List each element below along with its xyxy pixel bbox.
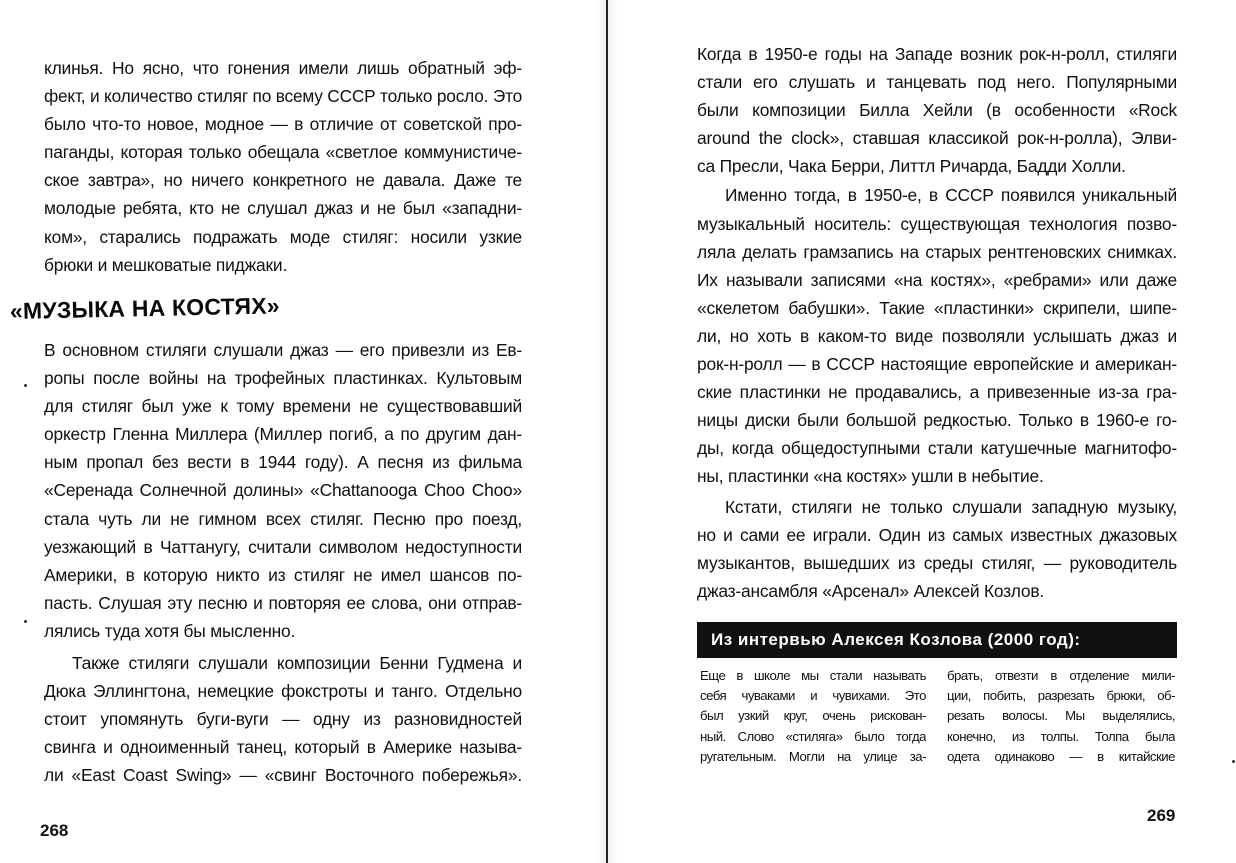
text-line: оркестр Гленна Миллера (Миллер погиб, а по другим дан- <box>44 424 522 445</box>
text-line: ли, но хоть в каком-то виде позволяли услышать джаз и <box>697 325 1177 346</box>
text-line: ляла делать грамзапись на старых рентгеновских снимках. <box>697 241 1177 262</box>
text-line: рок-н-ролл — в СССР настоящие европейские и американ- <box>697 354 1177 375</box>
text-line: фект, и количество стиляг по всему СССР только росло. Это <box>44 86 523 107</box>
book-gutter <box>606 0 608 863</box>
scan-speck <box>24 620 27 623</box>
text-line: паганды, которая только обещала «светлое коммунистиче- <box>44 142 522 163</box>
text-line: джаз-ансамбля «Арсенал» Алексей Козлов. <box>697 580 1045 601</box>
left-page-intro <box>44 54 522 279</box>
text-line: было что-то новое, модное — в отличие от советской про- <box>44 114 522 135</box>
text-line: са Пресли, Чака Берри, Литтл Ричарда, Бадди Холли. <box>697 156 1126 177</box>
text-line: для стиляг был уже к тому времени не существовавший <box>44 396 522 417</box>
interview-line: Еще в школе мы стали называть <box>700 668 926 683</box>
interview-line: ругательным. Могли на улице за- <box>700 748 926 764</box>
text-line: Также стиляги слушали композиции Бенни Гудмена и <box>72 653 522 674</box>
text-line: свинга и одноименный танец, который в Америке называ- <box>44 737 522 758</box>
text-line: стали его слушать и танцевать под него. Популярными <box>697 72 1177 93</box>
text-line: around the clock», ставшая классикой рок-н-ролла), Элви- <box>697 128 1177 149</box>
text-line: пасть. Слушая эту песню и повторяя ее слова, они отправ- <box>44 592 522 613</box>
text-line: ды, когда общедоступными стали катушечные магнитофо- <box>697 438 1177 459</box>
right-page-body <box>697 40 1177 605</box>
text-line: клинья. Но ясно, что гонения имели лишь обратный эф- <box>44 58 522 78</box>
interview-line: одета одинаково — в китайские <box>947 748 1175 764</box>
interview-line: себя чуваками и чувихами. Это <box>700 688 926 704</box>
interview-column-1 <box>700 666 926 767</box>
left-page-section <box>44 336 522 790</box>
text-line: ское завтра», но ничего конкретного не давала. Даже те <box>44 170 522 191</box>
text-line: уезжающий в Чаттанугу, считали символом недоступности <box>44 536 522 557</box>
interview-column-2 <box>947 666 1175 767</box>
text-line: но и сами ее играли. Один из самых известных джазовых <box>697 524 1177 545</box>
text-line: Когда в 1950-е годы на Западе возник рок-н-ролл, стиляги <box>697 44 1177 64</box>
text-line: ли «East Coast Swing» — «свинг Восточного побережья». <box>44 765 522 786</box>
page-number-left: 268 <box>40 821 69 840</box>
text-line: ны, пластинки «на костях» ушли в небытие. <box>697 466 1044 487</box>
interview-line: брать, отвезти в отделение мили- <box>947 668 1175 683</box>
interview-line: ции, побить, разрезать брюки, об- <box>947 688 1175 704</box>
text-line: музыкальный носитель: существующая технология позво- <box>697 213 1177 234</box>
text-line: ком», старались подражать моде стиляг: носили узкие <box>44 226 522 247</box>
text-line: Америки, в которую никто из стиляг не имел шансов по- <box>44 564 522 585</box>
section-heading: «МУЗЫКА НА КОСТЯХ» <box>9 292 281 324</box>
text-line: брюки и мешковатые пиджаки. <box>44 254 288 275</box>
text-line: В основном стиляги слушали джаз — его привезли из Ев- <box>44 340 522 360</box>
text-line: музыкантов, вышедших из среды стиляг, — руководитель <box>697 552 1177 573</box>
scan-speck <box>24 384 27 387</box>
text-line: ские пластинки не продавались, а привезенные из-за гра- <box>697 382 1177 403</box>
text-line: молодые ребята, кто не слушал джаз и не был «западни- <box>44 198 522 219</box>
interview-line: был узкий круг, очень рискован- <box>700 708 926 724</box>
text-line: ным пропал без вести в 1944 году). А песня из фильма <box>44 452 522 473</box>
interview-title-bar: Из интервью Алексея Козлова (2000 год): <box>697 622 1177 658</box>
interview-line: резать волосы. Мы выделялись, <box>947 708 1175 724</box>
text-line: лялись туда хотя бы мысленно. <box>44 620 296 641</box>
text-line: были композиции Билла Хейли (в особенности «Rock <box>697 100 1177 121</box>
text-line: Кстати, стиляги не только слушали западную музыку, <box>725 496 1177 517</box>
text-line: стала чуть ли не гимном всех стиляг. Песню про поезд, <box>44 508 522 529</box>
interview-line: ный. Слово «стиляга» было тогда <box>700 728 926 744</box>
text-line: «скелетом бабушки». Такие «пластинки» скрипели, шипе- <box>697 297 1177 318</box>
page-number-right: 269 <box>1147 806 1176 825</box>
text-line: ницы диски были большой редкостью. Только в 1960-е го- <box>697 410 1177 431</box>
text-line: Их называли записями «на костях», «ребрами» или даже <box>697 269 1177 290</box>
text-line: ропы после войны на трофейных пластинках. Культовым <box>44 368 522 389</box>
text-line: стоит упомянуть буги-вуги — одну из разновидностей <box>44 709 522 730</box>
scan-speck <box>1232 760 1235 763</box>
text-line: «Серенада Солнечной долины» «Chattanooga Choo Choo» <box>44 480 522 501</box>
text-line: Именно тогда, в 1950-е, в СССР появился уникальный <box>725 185 1177 206</box>
text-line: Дюка Эллингтона, немецкие фокстроты и танго. Отдельно <box>44 681 522 702</box>
interview-line: конечно, из толпы. Толпа была <box>947 728 1175 744</box>
